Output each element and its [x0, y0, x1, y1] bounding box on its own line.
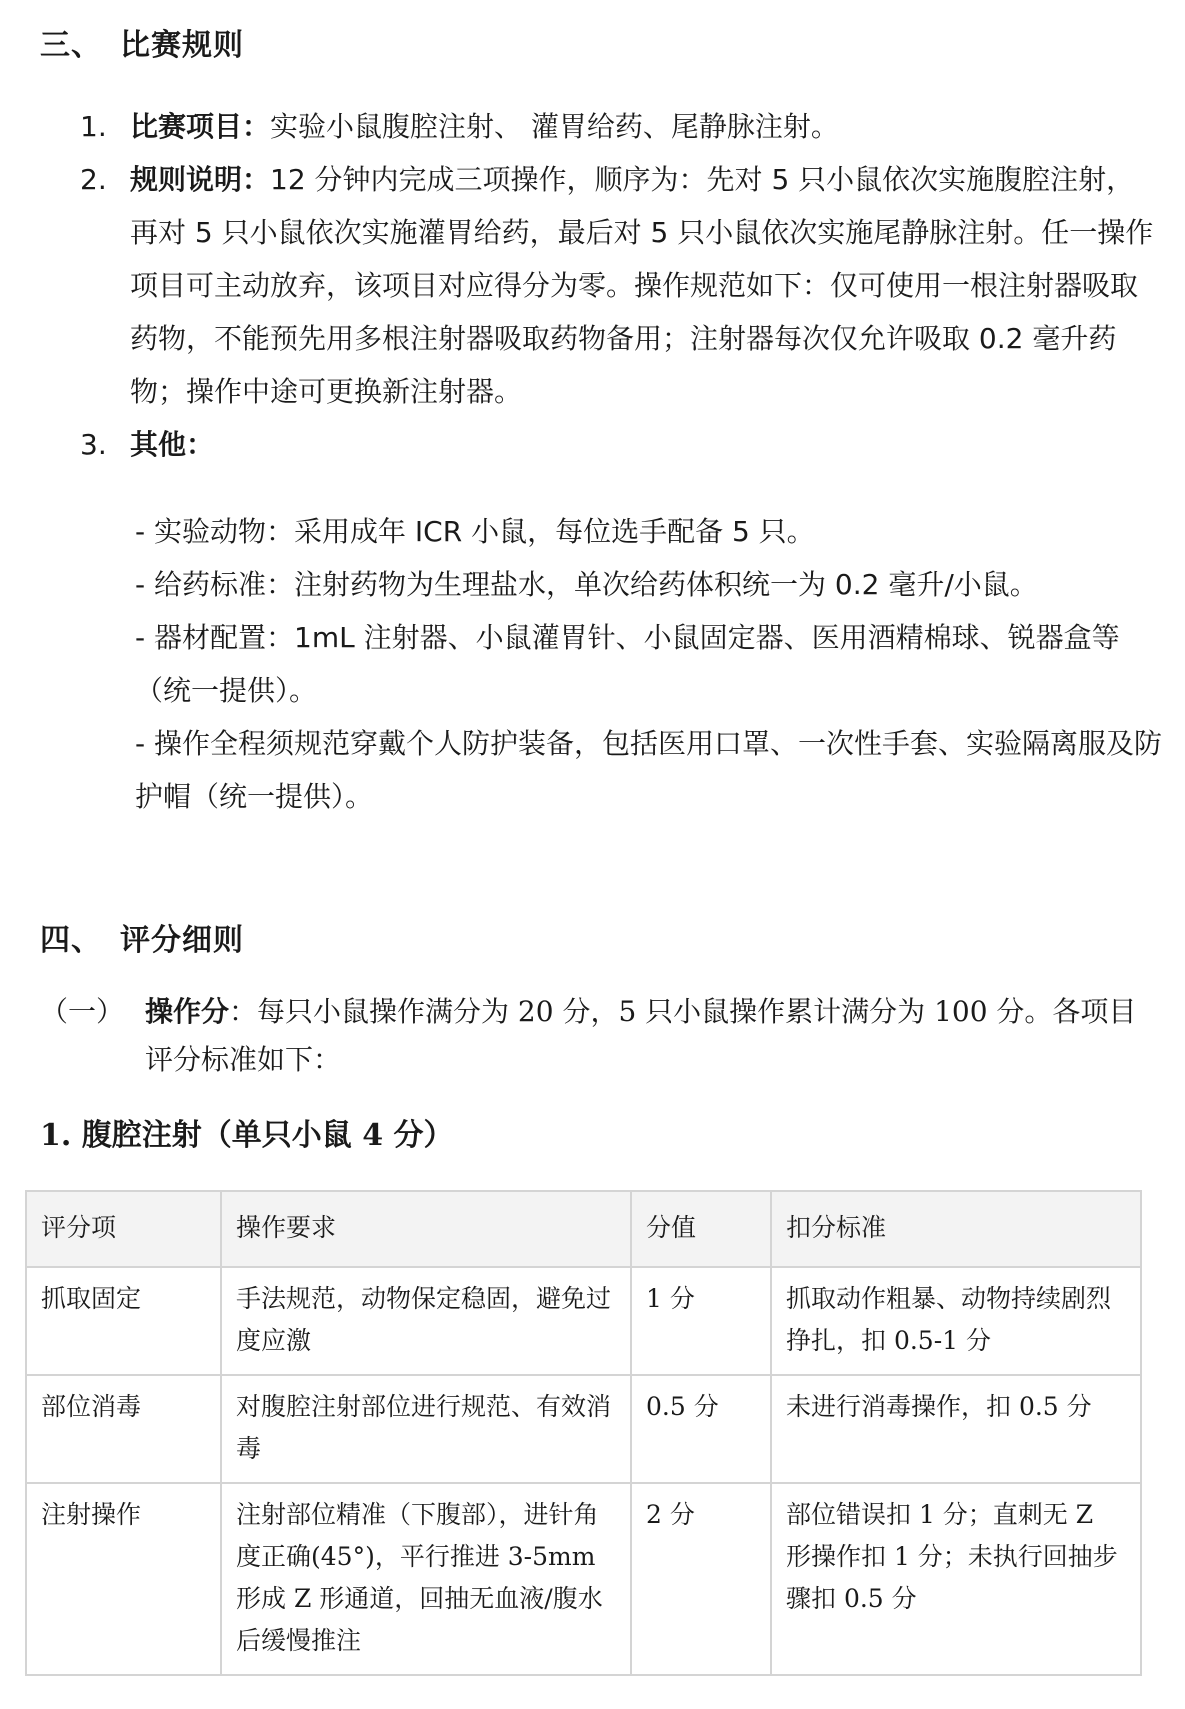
other-items-list	[135, 505, 1165, 823]
section-3-heading	[40, 20, 244, 64]
rule-item-1	[80, 100, 1160, 153]
header-cell: 分值	[631, 1191, 771, 1267]
section-4-number: 四、	[40, 923, 102, 958]
list-item: - 给药标准：注射药物为生理盐水，单次给药体积统一为 0.2 毫升/小鼠。	[135, 568, 1038, 601]
table-row	[26, 1267, 1141, 1375]
rule-marker: 3.	[80, 428, 107, 461]
header-cell: 评分项	[26, 1191, 221, 1267]
rules-list	[80, 100, 1160, 471]
operation-score-text: ：每只小鼠操作满分为 20 分，5 只小鼠操作累计满分为 100 分。各项目评分标准如下：	[145, 995, 1137, 1076]
rule-label: 其他：	[130, 428, 215, 461]
rule-marker: 1.	[80, 110, 107, 143]
table-cell: 抓取动作粗暴、动物持续剧烈挣扎，扣 0.5-1 分	[771, 1267, 1141, 1375]
table-header-row	[26, 1191, 1141, 1267]
table-cell: 手法规范，动物保定稳固，避免过度应激	[221, 1267, 631, 1375]
rule-marker: 2.	[80, 163, 107, 196]
table-cell: 2 分	[631, 1483, 771, 1675]
rule-text: 12 分钟内完成三项操作，顺序为：先对 5 只小鼠依次实施腹腔注射，再对 5 只小鼠依次实施灌胃给药，最后对 5 只小鼠依次实施尾静脉注射。任一操作项目可主动放弃，该项目对应得分为零。操作规范如下：仅可使用一根注射器吸取药物，不能预先用多根注射器吸取药物备用；注射器每次仅允许吸取 0.2 毫升药物；操作中途可更换新注射器。	[130, 163, 1154, 408]
table-cell: 注射操作	[26, 1483, 221, 1675]
section-3-title: 比赛规则	[120, 28, 244, 63]
table-cell: 0.5 分	[631, 1375, 771, 1483]
section-4-heading	[40, 915, 244, 959]
rule-text: 实验小鼠腹腔注射、 灌胃给药、尾静脉注射。	[270, 110, 839, 143]
header-cell: 操作要求	[221, 1191, 631, 1267]
item-1-heading: 1. 腹腔注射（单只小鼠 4 分）	[40, 1118, 454, 1153]
table-cell: 未进行消毒操作，扣 0.5 分	[771, 1375, 1141, 1483]
table-cell: 对腹腔注射部位进行规范、有效消毒	[221, 1375, 631, 1483]
section-3-number: 三、	[40, 28, 102, 63]
list-item: - 实验动物：采用成年 ICR 小鼠，每位选手配备 5 只。	[135, 515, 815, 548]
table-cell: 抓取固定	[26, 1267, 221, 1375]
rule-label: 比赛项目：	[130, 110, 271, 143]
table-row	[26, 1483, 1141, 1675]
header-cell: 扣分标准	[771, 1191, 1141, 1267]
operation-score-bold: 操作分	[145, 995, 230, 1028]
scoring-table	[25, 1190, 1142, 1676]
list-item: - 操作全程须规范穿戴个人防护装备，包括医用口罩、一次性手套、实验隔离服及防护帽（统一提供）。	[135, 727, 1163, 813]
section-4-title: 评分细则	[120, 923, 244, 958]
table-cell: 部位消毒	[26, 1375, 221, 1483]
list-item: - 器材配置：1mL 注射器、小鼠灌胃针、小鼠固定器、医用酒精棉球、锐器盒等（统一提供）。	[135, 621, 1120, 707]
table-row	[26, 1375, 1141, 1483]
table-cell: 部位错误扣 1 分；直刺无 Z 形操作扣 1 分；未执行回抽步骤扣 0.5 分	[771, 1483, 1141, 1675]
operation-score-label: （一）	[40, 995, 125, 1028]
operation-score-paragraph	[40, 988, 1160, 1084]
table-cell: 注射部位精准（下腹部），进针角度正确(45°)，平行推进 3-5mm 形成 Z 形通道，回抽无血液/腹水后缓慢推注	[221, 1483, 631, 1675]
rule-label: 规则说明：	[130, 163, 271, 196]
rule-item-2	[80, 153, 1160, 418]
table-cell: 1 分	[631, 1267, 771, 1375]
rule-item-3	[80, 418, 1160, 471]
